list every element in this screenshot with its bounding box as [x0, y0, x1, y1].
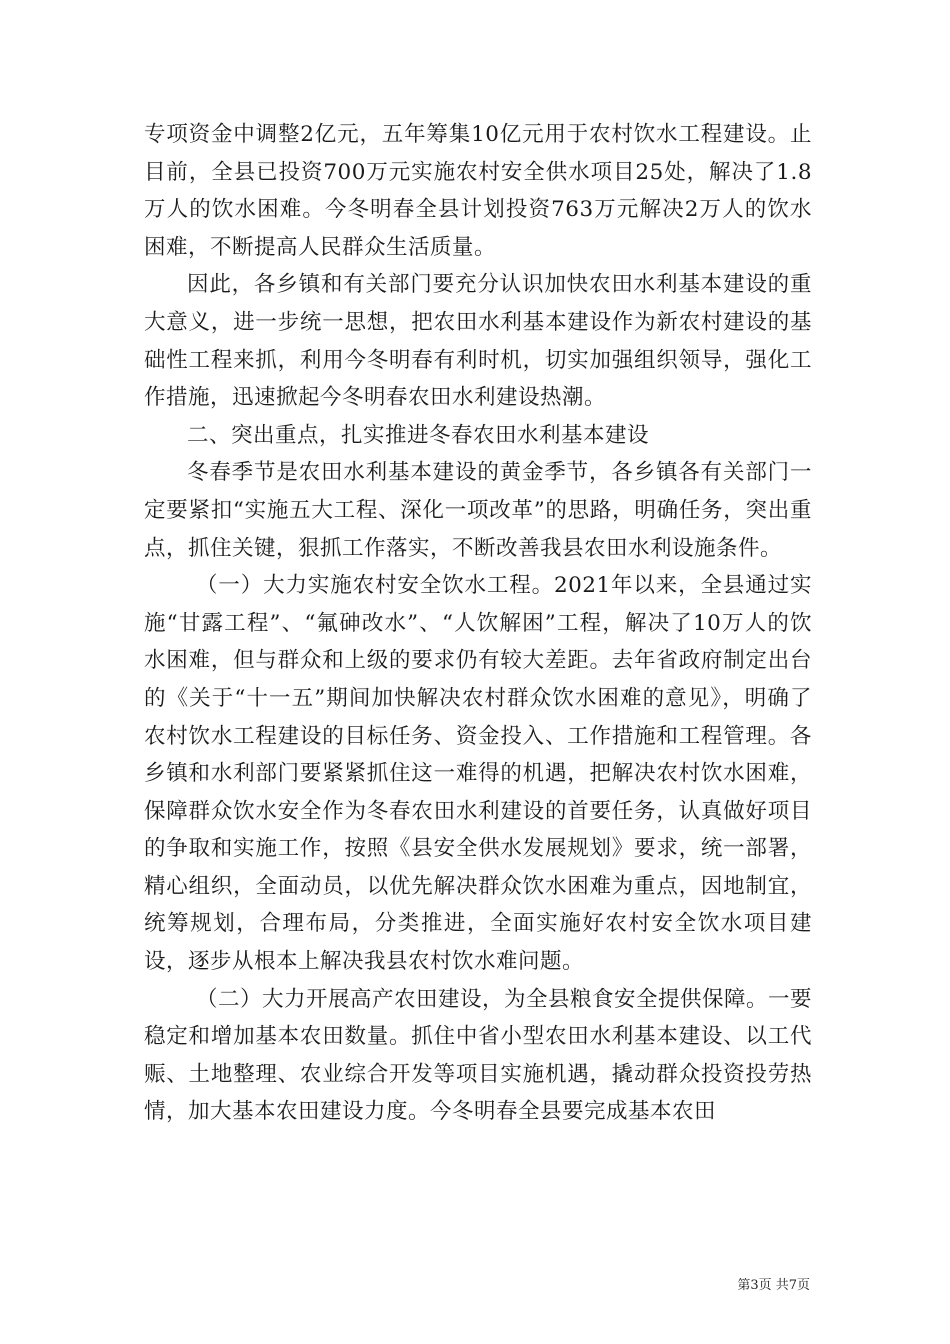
paragraph-continuation: 专项资金中调整2亿元，五年筹集10亿元用于农村饮水工程建设。止目前，全县已投资700万元实施农村安全供水项目25处，解决了1.8万人的饮水困难。今冬明春全县计划投资763万元解决2万人的饮水困难，不断提高人民群众生活质量。: [144, 122, 812, 260]
paragraph-season: 冬春季节是农田水利基本建设的黄金季节，各乡镇各有关部门一定要紧扣“实施五大工程、深化一项改革”的思路，明确任务，突出重点，抓住关键，狠抓工作落实，不断改善我县农田水利设施条件。: [144, 460, 812, 561]
paragraph-farmland: （二）大力开展高产农田建设，为全县粮食安全提供保障。一要稳定和增加基本农田数量。抓住中省小型农田水利基本建设、以工代赈、土地整理、农业综合开发等项目实施机遇，撬动群众投资投劳热情，加大基本农田建设力度。今冬明春全县要完成基本农田: [144, 986, 813, 1125]
paragraph-drinking-water: （一）大力实施农村安全饮水工程。2021年以来，全县通过实施“甘露工程”、“氟砷改水”、“人饮解困”工程，解决了10万人的饮水困难，但与群众和上级的要求仍有较大差距。去年省政府制定出台的《关于“十一五”期间加快解决农村群众饮水困难的意见》，明确了农村饮水工程建设的目标任务、资金投入、工作措施和工程管理。各乡镇和水利部门要紧紧抓住这一难得的机遇，把解决农村饮水困难，保障群众饮水安全作为冬春农田水利建设的首要任务，认真做好项目的争取和实施工作，按照《县安全供水发展规划》要求，统一部署，精心组织，全面动员，以优先解决群众饮水困难为重点，因地制宜，统筹规划，合理布局，分类推进，全面实施好农村安全饮水项目建设，逐步从根本上解决我县农村饮水难问题。: [144, 573, 812, 975]
page-number: 第3页 共7页: [737, 1278, 810, 1293]
document-body: [144, 116, 812, 1131]
paragraph-significance: 因此，各乡镇和有关部门要充分认识加快农田水利基本建设的重大意义，进一步统一思想，把农田水利基本建设作为新农村建设的基础性工程来抓，利用今冬明春有利时机，切实加强组织领导，强化工作措施，迅速掀起今冬明春农田水利建设热潮。: [144, 272, 812, 411]
section-heading: 二、突出重点，扎实推进冬春农田水利基本建设: [187, 422, 650, 448]
